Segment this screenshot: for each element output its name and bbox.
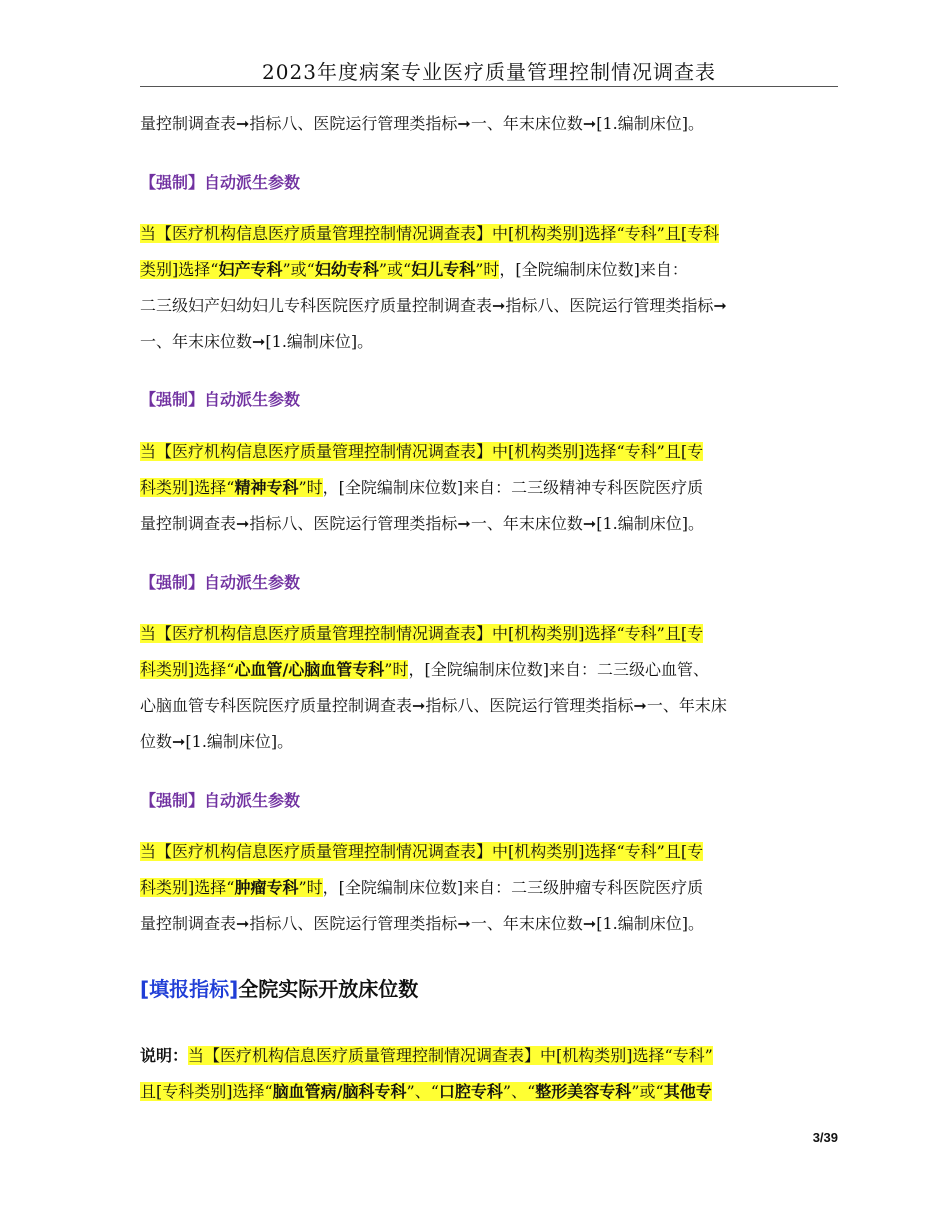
text-span: ，[全院编制床位数]来自：二三级精神专科医院医疗质: [322, 478, 704, 497]
highlighted-text: 当【医疗机构信息医疗质量管理控制情况调查表】中[机构类别]选择“专科”且[专: [140, 624, 704, 643]
document-header-title: 2023年度病案专业医疗质量管理控制情况调查表: [262, 60, 716, 84]
text-span: ”或“: [631, 1082, 664, 1101]
bold-term: 整形美容专科: [535, 1082, 632, 1101]
text-line: [140, 470, 840, 506]
note-label: 说明：: [140, 1046, 189, 1065]
text-span: ”时: [475, 260, 500, 279]
page-number: 3/39: [812, 1130, 838, 1145]
text-span: ”时: [384, 660, 409, 679]
highlighted-text: 当【医疗机构信息医疗质量管理控制情况调查表】中[机构类别]选择“专科”且[专科: [140, 224, 720, 243]
bold-term: 妇儿专科: [411, 260, 476, 279]
paragraph-cardiovascular: [140, 616, 840, 760]
text-line: [140, 1038, 840, 1074]
text-span: 科类别]选择“: [140, 660, 235, 679]
bold-term: 妇幼专科: [314, 260, 379, 279]
forced-derived-label: 【强制】自动派生参数: [140, 173, 301, 192]
text-line: [140, 434, 840, 470]
text-span: ”、“: [502, 1082, 536, 1101]
text-line: 量控制调查表➞指标八、医院运行管理类指标➞一、年末床位数➞[1.编制床位]。: [140, 914, 704, 933]
highlighted-text: [140, 1082, 712, 1101]
text-line: 二三级妇产妇幼妇儿专科医院医疗质量控制调查表➞指标八、医院运行管理类指标➞: [140, 296, 727, 315]
highlighted-text: [140, 878, 323, 897]
bold-term: 口腔专科: [438, 1082, 503, 1101]
forced-derived-label: 【强制】自动派生参数: [140, 390, 301, 409]
text-line: 量控制调查表➞指标八、医院运行管理类指标➞一、年末床位数➞[1.编制床位]。: [140, 514, 704, 533]
paragraph-oncology: [140, 834, 840, 942]
text-line: 量控制调查表➞指标八、医院运行管理类指标➞一、年末床位数➞[1.编制床位]。: [140, 114, 704, 133]
text-span: ，[全院编制床位数]来自：二三级肿瘤专科医院医疗质: [322, 878, 704, 897]
highlighted-text: 当【医疗机构信息医疗质量管理控制情况调查表】中[机构类别]选择“专科”: [188, 1046, 713, 1065]
section-tag: [填报指标]: [140, 977, 239, 1001]
text-span: 科类别]选择“: [140, 478, 235, 497]
text-span: ”时: [298, 878, 323, 897]
text-line: 一、年末床位数➞[1.编制床位]。: [140, 332, 374, 351]
paragraph-note: [140, 1038, 840, 1110]
paragraph-psychiatric: [140, 434, 840, 542]
paragraph-obstetrics: [140, 216, 840, 360]
paragraph-continuation: [140, 106, 840, 142]
highlighted-text: 当【医疗机构信息医疗质量管理控制情况调查表】中[机构类别]选择“专科”且[专: [140, 442, 704, 461]
highlighted-text: [140, 660, 408, 679]
header-divider: [140, 86, 838, 87]
bold-term: 肿瘤专科: [234, 878, 299, 897]
highlighted-text: 当【医疗机构信息医疗质量管理控制情况调查表】中[机构类别]选择“专科”且[专: [140, 842, 704, 861]
bold-term: 其他专: [663, 1082, 712, 1101]
forced-derived-label: 【强制】自动派生参数: [140, 791, 301, 810]
forced-derived-label: 【强制】自动派生参数: [140, 573, 301, 592]
text-line: [140, 1074, 840, 1110]
text-line: 心脑血管专科医院医疗质量控制调查表➞指标八、医院运行管理类指标➞一、年末床: [140, 696, 727, 715]
text-line: [140, 216, 840, 252]
section-title: 全院实际开放床位数: [238, 977, 419, 1001]
highlighted-text: [140, 478, 323, 497]
bold-term: 脑血管病/脑科专科: [272, 1082, 407, 1101]
section-heading: [140, 973, 418, 1002]
text-span: ”时: [298, 478, 323, 497]
text-span: 科类别]选择“: [140, 878, 235, 897]
text-span: ”、“: [406, 1082, 439, 1101]
bold-term: 妇产专科: [218, 260, 283, 279]
bold-term: 精神专科: [234, 478, 299, 497]
text-span: 且[专科类别]选择“: [140, 1082, 273, 1101]
text-span: ，[全院编制床位数]来自：二三级心血管、: [408, 660, 709, 679]
text-line: [140, 252, 840, 288]
text-line: [140, 834, 840, 870]
text-line: 位数➞[1.编制床位]。: [140, 732, 294, 751]
text-line: [140, 616, 840, 652]
text-span: ”或“: [378, 260, 412, 279]
text-span: 类别]选择“: [140, 260, 219, 279]
text-span: ，[全院编制床位数]来自：: [499, 260, 688, 279]
bold-term: 心血管/心脑血管专科: [234, 660, 385, 679]
text-line: [140, 870, 840, 906]
highlighted-text: [140, 260, 499, 279]
text-span: ”或“: [282, 260, 315, 279]
text-line: [140, 652, 840, 688]
